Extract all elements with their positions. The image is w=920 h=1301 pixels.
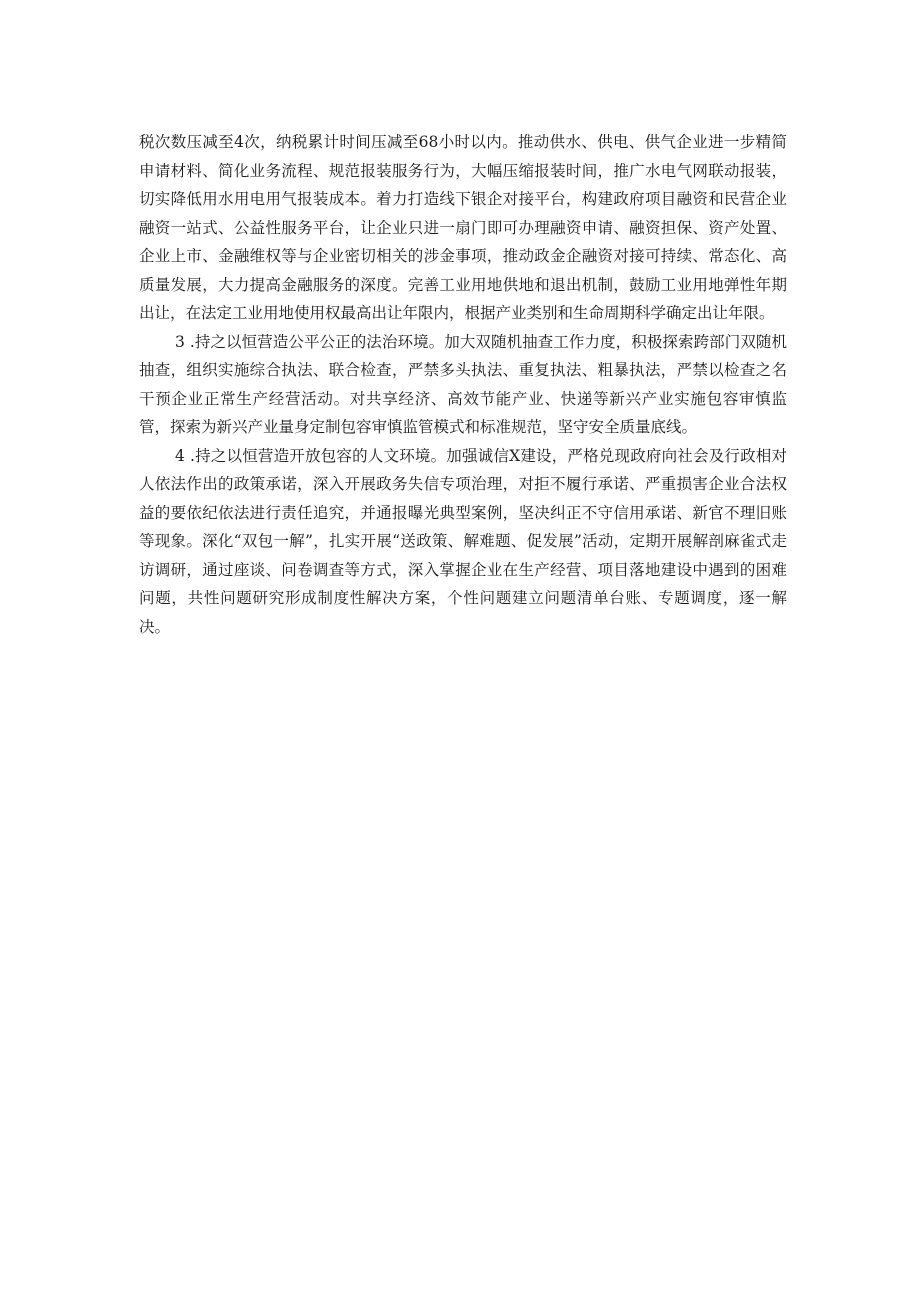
paragraph-item-3: 3 .持之以恒营造公平公正的法治环境。加大双随机抽查工作力度，积极探索跨部门双随机抽查，组织实施综合执法、联合检查，严禁多头执法、重复执法、粗暴执法，严禁以检查之名干预企业正常生产经营活动。对共享经济、高效节能产业、快递等新兴产业实施包容审慎监管，探索为新兴产业量身定制包容审慎监管模式和标准规范，坚守安全质量底线。 — [139, 332, 787, 436]
paragraph-item-4: 4 .持之以恒营造开放包容的人文环境。加强诚信X建设，严格兑现政府向社会及行政相对人依法作出的政策承诺，深入开展政务失信专项治理，对拒不履行承诺、严重损害企业合法权益的要依纪依法进行责任追究，并通报曝光典型案例，坚决纠正不守信用承诺、新官不理旧账等现象。深化“双包一解”，扎实开展“送政策、解难题、促发展”活动，定期开展解剖麻雀式走访调研，通过座谈、问卷调查等方式，深入掌握企业在生产经营、项目落地建设中遇到的困难问题，共性问题研究形成制度性解决方案，个性问题建立问题清单台账、专题调度，逐一解决。 — [139, 446, 787, 636]
paragraph-continuation: 税次数压减至4次，纳税累计时间压减至68小时以内。推动供水、供电、供气企业进一步精简申请材料、简化业务流程、规范报装服务行为，大幅压缩报装时间，推广水电气网联动报装，切实降低用水用电用气报装成本。着力打造线下银企对接平台，构建政府项目融资和民营企业融资一站式、公益性服务平台，让企业只进一扇门即可办理融资申请、融资担保、资产处置、企业上市、金融维权等与企业密切相关的涉金事项，推动政金企融资对接可持续、常态化、高质量发展，大力提高金融服务的深度。完善工业用地供地和退出机制，鼓励工业用地弹性年期出让，在法定工业用地使用权最高出让年限内，根据产业类别和生命周期科学确定出让年限。 — [139, 133, 787, 322]
document-body — [139, 128, 787, 641]
